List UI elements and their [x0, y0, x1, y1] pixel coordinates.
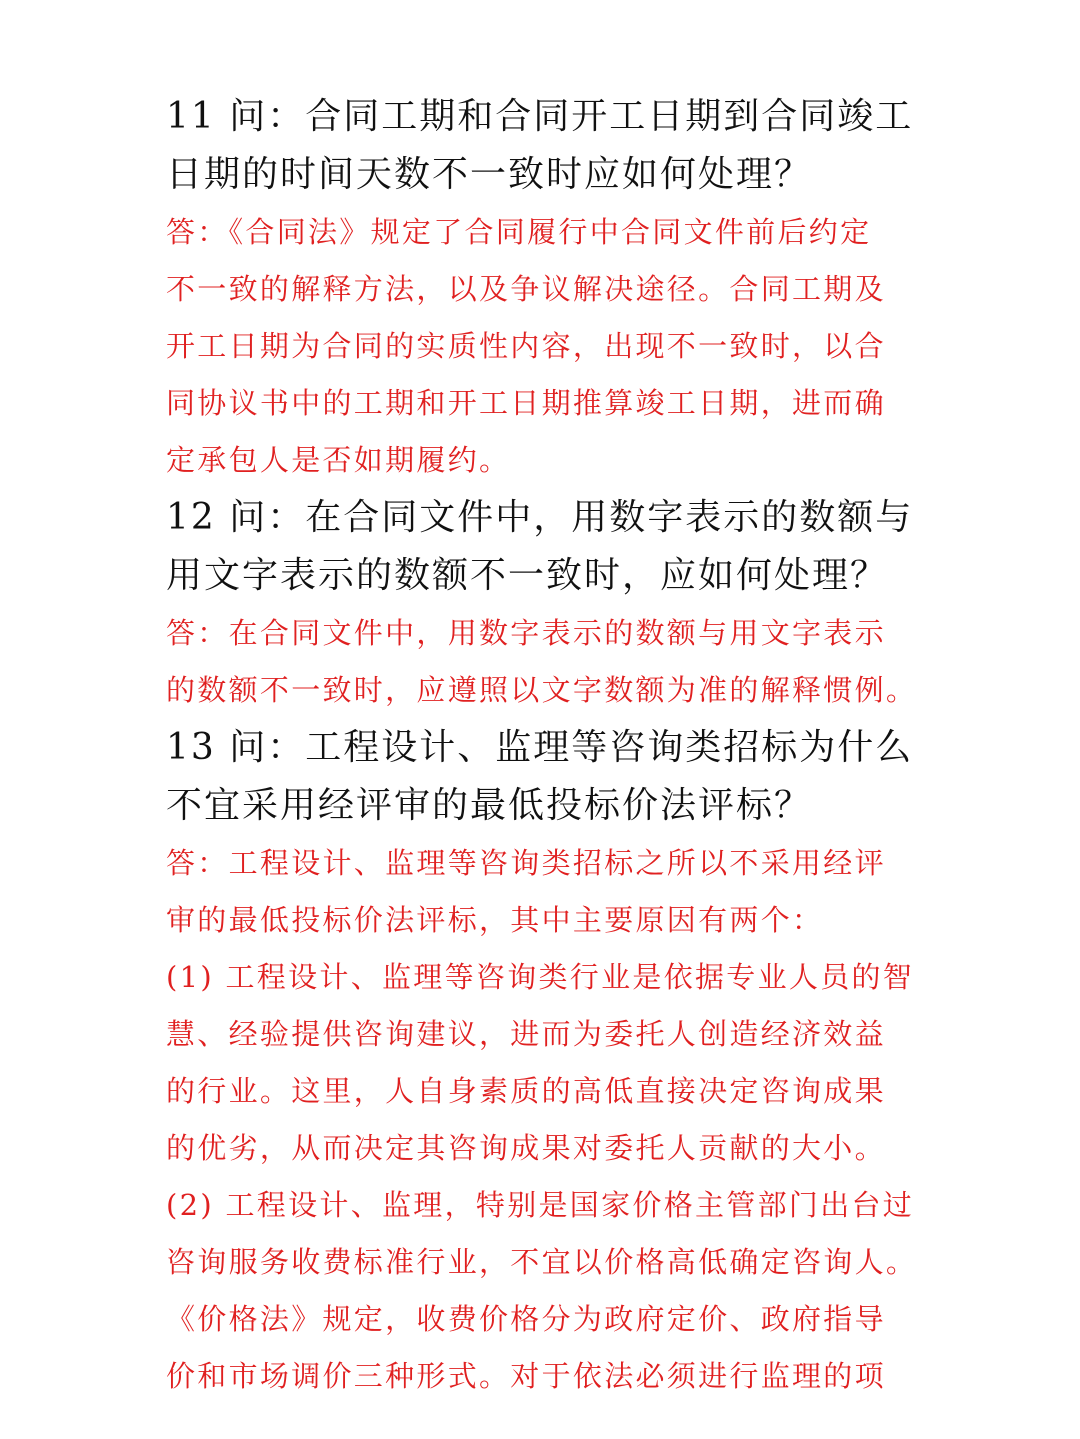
- question-12: [166, 489, 926, 605]
- question-line: 12 问：在合同文件中，用数字表示的数额与: [166, 497, 914, 538]
- answer-line: 同协议书中的工期和开工日期推算竣工日期，进而确: [166, 386, 886, 420]
- answer-line: (1) 工程设计、监理等咨询类行业是依据专业人员的智: [166, 960, 915, 994]
- question-line: 用文字表示的数额不一致时，应如何处理？: [166, 555, 889, 596]
- answer-line: 的数额不一致时，应遵照以文字数额为准的解释惯例。: [166, 673, 918, 707]
- question-line: 11 问：合同工期和合同开工日期到合同竣工: [166, 96, 914, 137]
- answer-line: 审的最低投标价法评标，其中主要原因有两个：: [166, 903, 824, 937]
- question-line: 不宜采用经评审的最低投标价法评标？: [166, 785, 813, 826]
- answer-line: 定承包人是否如期履约。: [166, 443, 511, 477]
- answer-13: [166, 835, 926, 1405]
- answer-11: [166, 204, 926, 489]
- answer-line: (2) 工程设计、监理，特别是国家价格主管部门出台过: [166, 1188, 915, 1222]
- question-line: 13 问：工程设计、监理等咨询类招标为什么: [166, 727, 914, 768]
- answer-line: 咨询服务收费标准行业，不宜以价格高低确定咨询人。: [166, 1245, 918, 1279]
- question-11: [166, 88, 926, 204]
- qa-document: [166, 88, 926, 1405]
- answer-line: 不一致的解释方法，以及争议解决途径。合同工期及: [166, 272, 886, 306]
- answer-line: 答：工程设计、监理等咨询类招标之所以不采用经评: [166, 846, 886, 880]
- answer-line: 答：在合同文件中，用数字表示的数额与用文字表示: [166, 616, 886, 650]
- answer-line: 开工日期为合同的实质性内容，出现不一致时，以合: [166, 329, 886, 363]
- answer-line: 《价格法》规定，收费价格分为政府定价、政府指导: [166, 1302, 886, 1336]
- answer-line: 答：《合同法》规定了合同履行中合同文件前后约定: [166, 215, 872, 249]
- answer-line: 价和市场调价三种形式。对于依法必须进行监理的项: [166, 1359, 886, 1393]
- answer-line: 慧、经验提供咨询建议，进而为委托人创造经济效益: [166, 1017, 886, 1051]
- question-13: [166, 719, 926, 835]
- answer-12: [166, 605, 926, 719]
- answer-line: 的行业。这里，人自身素质的高低直接决定咨询成果: [166, 1074, 886, 1108]
- question-line: 日期的时间天数不一致时应如何处理？: [166, 154, 813, 195]
- answer-line: 的优劣，从而决定其咨询成果对委托人贡献的大小。: [166, 1131, 886, 1165]
